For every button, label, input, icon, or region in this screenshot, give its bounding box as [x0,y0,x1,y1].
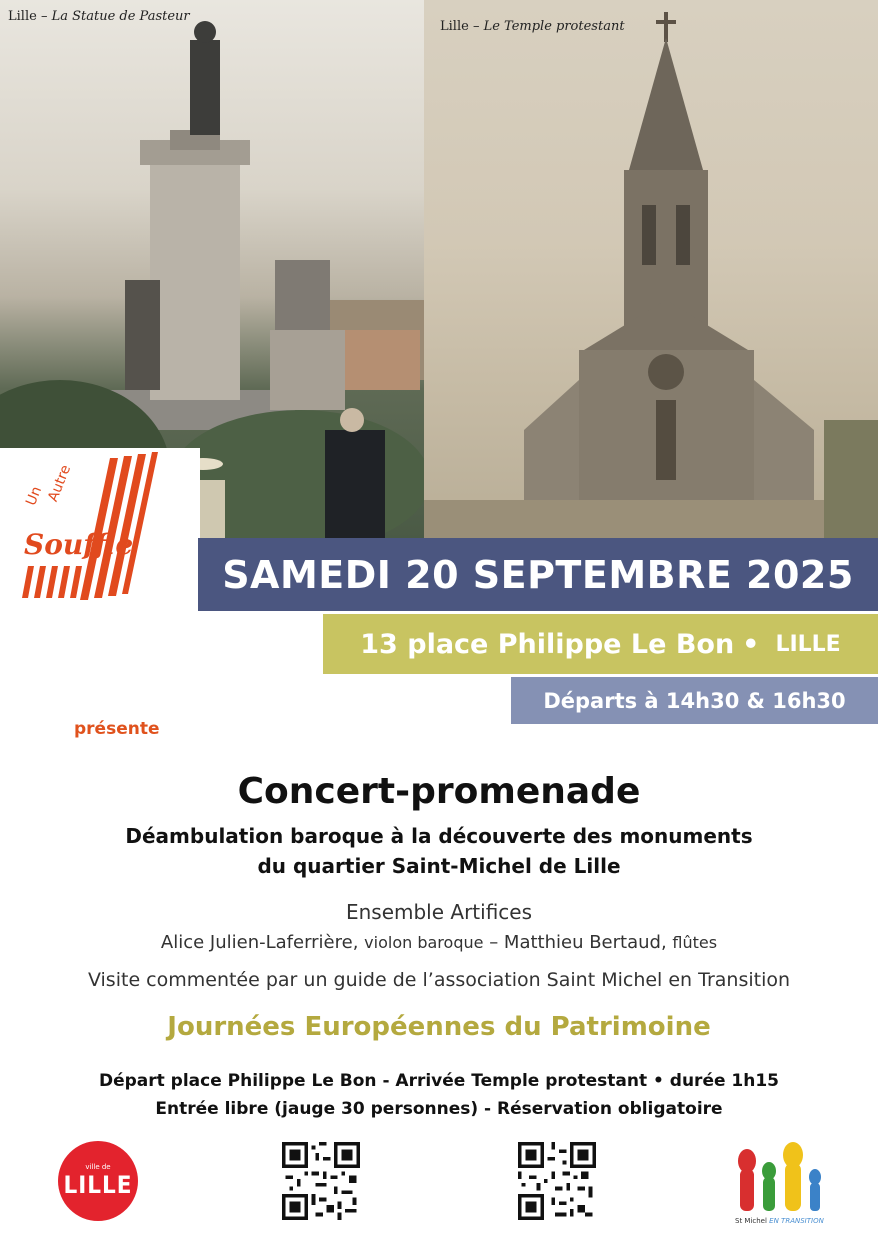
place-address: 13 place Philippe Le Bon [360,628,735,660]
logo-text-souffle: Souffle [24,528,134,561]
qr-code-icon [518,1142,596,1220]
smet-label-a: St Michel [735,1217,767,1225]
event-subtitle [0,821,878,881]
qr-code-icon [282,1142,360,1220]
separator-bullet: • [742,628,760,660]
info-line-1: Départ place Philippe Le Bon - Arrivée Temple protestant • durée 1h15 [98,1071,780,1091]
temple-illustration [424,0,878,540]
photo-caption-right: Lille – Le Temple protestant [440,19,625,34]
caption-title: La Statue de Pasteur [51,9,190,24]
smet-label-b: EN TRANSITION [769,1217,824,1225]
people-logo-mark [735,1141,825,1217]
caption-city: Lille [440,19,469,34]
qr-code-2[interactable] [518,1142,596,1220]
guided-visit-text: Visite commentée par un guide de l’association Saint Michel en Transition [87,969,791,991]
caption-title: Le Temple protestant [483,19,625,34]
musician-1: Alice Julien-Laferrière, [160,932,359,953]
smet-label [735,1217,824,1225]
presente-label: présente [74,719,160,739]
ville-de-lille-logo [58,1141,138,1221]
jep-heading: Journées Européennes du Patrimoine [167,1012,711,1042]
info-line-2: Entrée libre (jauge 30 personnes) - Réservation obligatoire [155,1099,723,1119]
place-city: LILLE [775,631,841,657]
instrument-2: flûtes [672,933,718,952]
caption-city: Lille [8,9,37,24]
instrument-1: violon baroque [364,933,484,952]
event-title: Concert-promenade [237,771,641,812]
logo-un-autre-souffle [0,448,200,613]
subtitle-line-2: du quartier Saint-Michel de Lille [257,854,621,878]
lille-logo-big: LILLE [63,1171,133,1199]
logo-text-autre: Autre [45,462,75,504]
departures-banner: Départs à 14h30 & 16h30 [511,677,878,724]
lille-logo-small: ville de [85,1163,111,1171]
photo-temple-protestant [424,0,878,540]
subtitle-line-1: Déambulation baroque à la découverte des monuments [125,824,753,848]
qr-code-1[interactable] [282,1142,360,1220]
logo-text-un: Un [23,484,46,508]
photo-caption-left: Lille – La Statue de Pasteur [8,9,190,24]
place-banner [323,614,878,674]
musicians-line [0,932,878,953]
dash-separator: – [489,932,499,953]
musician-2: Matthieu Bertaud, [503,932,667,953]
saint-michel-en-transition-logo [735,1141,825,1226]
date-banner: SAMEDI 20 SEPTEMBRE 2025 [198,538,878,611]
ensemble-name: Ensemble Artifices [345,900,533,924]
practical-info [0,1067,878,1123]
